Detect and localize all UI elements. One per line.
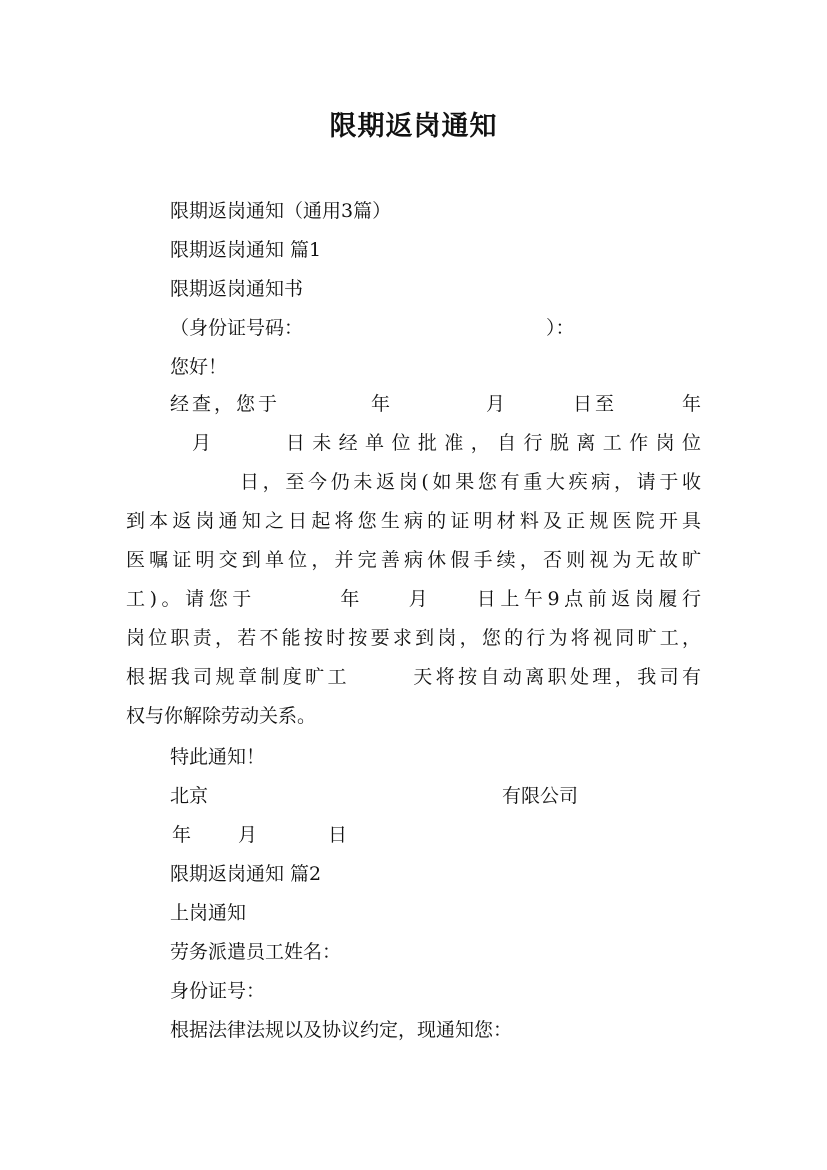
employee-name-label: 劳务派遣员工姓名： [170, 941, 342, 963]
heading-general: 限期返岗通知（通用3篇） [170, 200, 392, 222]
body-row: 根据我司规章制度旷工 天将按自动离职处理，我司有 [126, 666, 701, 688]
body-row: 月 日未经单位批准，自行脱离工作岗位 [192, 432, 701, 454]
body-row: 日，至今仍未返岗(如果您有重大疾病，请于收 [240, 471, 701, 493]
date-month: 月 [238, 824, 258, 846]
onboarding-notice-title: 上岗通知 [170, 902, 247, 924]
greeting: 您好！ [170, 356, 228, 378]
heading-part-2: 限期返岗通知 篇2 [170, 863, 322, 885]
notice-body [126, 385, 701, 736]
closing-notice: 特此通知！ [170, 746, 266, 768]
heading-part-1: 限期返岗通知 篇1 [170, 239, 322, 261]
company-suffix: 有限公司 [502, 785, 579, 807]
notice-book-title: 限期返岗通知书 [170, 278, 304, 300]
id-label: 身份证号： [170, 980, 266, 1002]
body-row: 权与你解除劳动关系。 [126, 705, 317, 727]
id-number-close: ）： [546, 317, 575, 339]
body-row: 工)。请您于 年 月 日上午9点前返岗履行 [126, 588, 701, 610]
date-day: 日 [328, 824, 348, 846]
legal-basis-line: 根据法律法规以及协议约定，现通知您： [170, 1019, 513, 1041]
body-row: 医嘱证明交到单位，并完善病休假手续，否则视为无故旷 [126, 549, 701, 571]
body-row: 岗位职责，若不能按时按要求到岗，您的行为将视同旷工， [126, 627, 701, 649]
page-title: 限期返岗通知 [329, 111, 498, 142]
body-row: 到本返岗通知之日起将您生病的证明材料及正规医院开具 [126, 510, 701, 532]
company-city: 北京 [170, 785, 209, 807]
body-row: 经查，您于 年 月 日至 年 [170, 393, 701, 415]
date-year: 年 [172, 824, 192, 846]
id-number-label: （身份证号码： [170, 317, 304, 339]
